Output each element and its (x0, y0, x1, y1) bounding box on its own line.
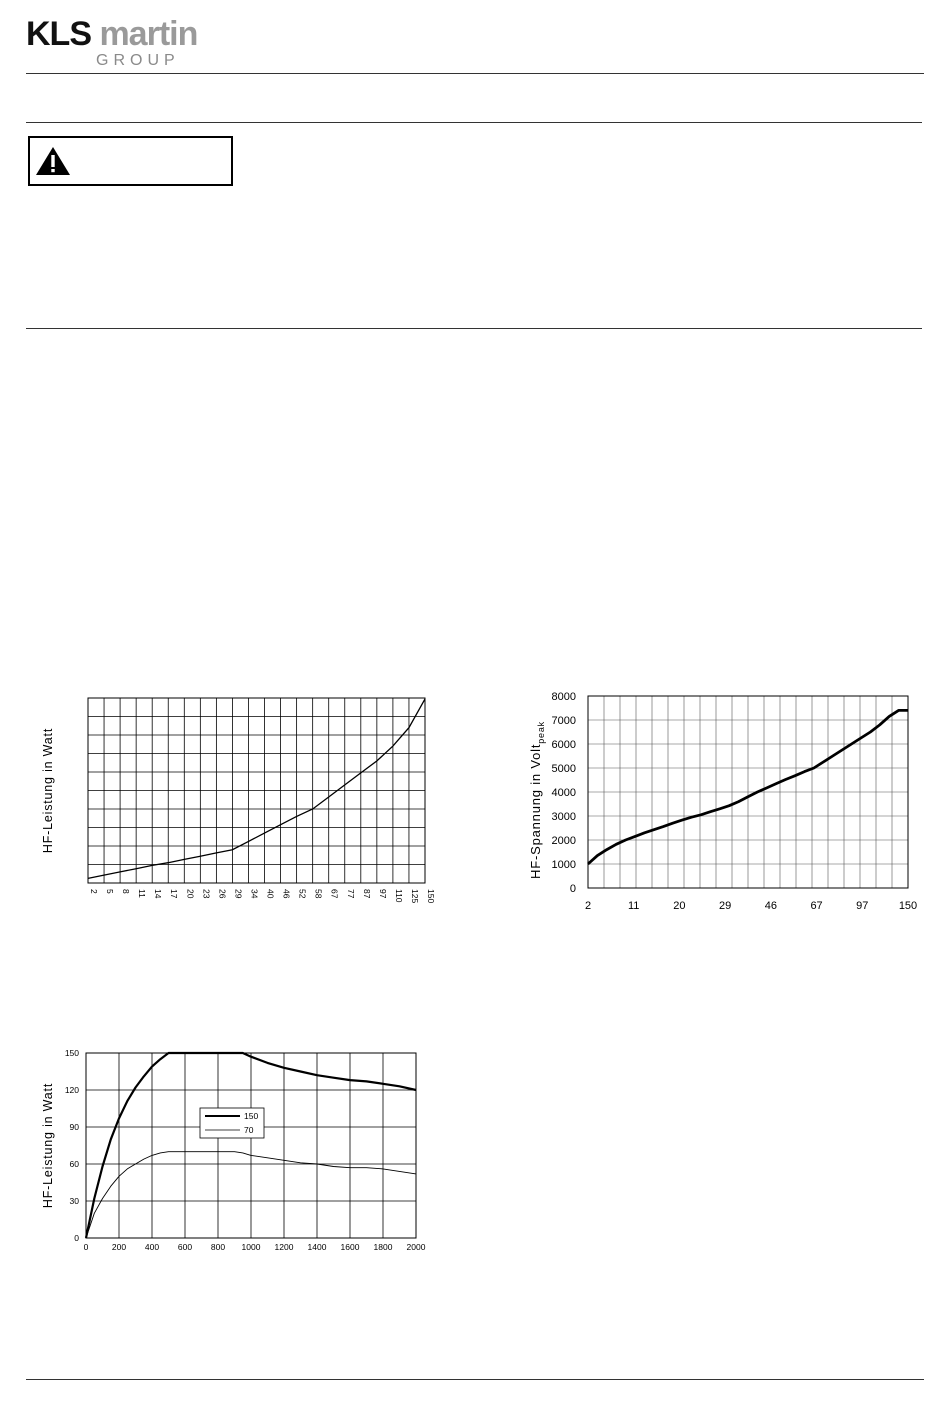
x-tick-label: 40 (265, 889, 276, 899)
y-tick-label: 150 (64, 1048, 79, 1058)
x-tick-label: 125 (409, 889, 420, 904)
y-tick-label: 8000 (551, 691, 576, 703)
x-tick-label: 2 (89, 889, 99, 894)
legend-label-70: 70 (244, 1125, 254, 1135)
x-tick-label: 11 (137, 889, 148, 898)
x-tick-label: 34 (249, 889, 260, 899)
x-tick-label: 17 (169, 889, 180, 899)
y-tick-label: 30 (69, 1196, 79, 1206)
warning-bottom-divider (26, 328, 922, 329)
x-tick-label: 23 (201, 889, 212, 899)
x-tick-label: 200 (111, 1242, 127, 1252)
x-tick-label: 52 (297, 889, 308, 899)
logo-group-text: GROUP (96, 52, 180, 69)
y-axis-label-subscript: peak (536, 721, 546, 744)
x-tick-label: 1600 (340, 1242, 360, 1252)
x-tick-label: 150 (426, 889, 436, 904)
x-tick-label: 0 (83, 1242, 89, 1252)
x-tick-label: 1000 (241, 1242, 261, 1252)
x-tick-label: 1200 (274, 1242, 294, 1252)
x-tick-label: 87 (361, 889, 372, 899)
voltage-vs-setting-chart (520, 680, 930, 930)
x-tick-label: 600 (177, 1242, 193, 1252)
power-vs-setting-chart (30, 680, 450, 920)
header-divider (26, 73, 924, 74)
y-axis-label: HF-Leistung in Watt (41, 1082, 55, 1209)
x-tick-label: 2000 (406, 1242, 426, 1252)
y-axis-label: HF-Leistung in Watt (41, 727, 55, 854)
warning-box (28, 136, 233, 186)
y-tick-label: 2000 (551, 835, 576, 847)
x-tick-label: 46 (764, 900, 777, 912)
y-tick-label: 4000 (551, 787, 576, 799)
x-tick-label: 29 (719, 900, 732, 912)
y-axis-label-main: HF-Spannung in Volt (528, 743, 543, 879)
x-tick-label: 5 (105, 889, 116, 894)
x-tick-label: 20 (185, 889, 196, 899)
y-tick-label: 90 (69, 1122, 79, 1132)
x-tick-label: 29 (233, 889, 244, 899)
x-tick-label: 800 (210, 1242, 226, 1252)
power-vs-load-chart (30, 1040, 450, 1270)
x-tick-label: 77 (345, 889, 356, 899)
y-axis-label (528, 721, 546, 879)
x-tick-label: 400 (144, 1242, 160, 1252)
x-tick-label: 46 (281, 889, 292, 899)
logo-martin-text: martin (99, 15, 198, 53)
x-tick-label: 26 (217, 889, 228, 899)
x-tick-label: 110 (393, 889, 404, 903)
y-tick-label: 5000 (551, 763, 576, 775)
y-tick-label: 0 (569, 883, 576, 895)
x-tick-label: 97 (377, 889, 388, 899)
x-tick-label: 2 (584, 900, 592, 912)
x-tick-label: 8 (121, 889, 132, 894)
logo-kls-text: KLS (26, 15, 91, 53)
legend-label-150: 150 (244, 1111, 259, 1121)
y-tick-label: 0 (74, 1233, 79, 1243)
y-tick-label: 6000 (551, 739, 576, 751)
x-tick-label: 67 (329, 889, 340, 899)
y-tick-label: 7000 (551, 715, 576, 727)
x-tick-label: 150 (898, 900, 918, 912)
warning-triangle-icon (35, 146, 71, 176)
x-tick-label: 11 (628, 900, 640, 912)
x-tick-label: 67 (810, 900, 823, 912)
x-tick-label: 1400 (307, 1242, 327, 1252)
y-tick-label: 60 (69, 1159, 79, 1169)
x-tick-label: 58 (313, 889, 324, 899)
warning-top-divider (26, 122, 922, 123)
x-tick-label: 1800 (373, 1242, 393, 1252)
y-tick-label: 120 (64, 1085, 79, 1095)
company-logo (26, 14, 198, 69)
y-tick-label: 1000 (551, 859, 576, 871)
y-tick-label: 3000 (551, 811, 576, 823)
x-tick-label: 20 (673, 900, 686, 912)
footer-divider (26, 1379, 924, 1380)
x-tick-label: 14 (153, 889, 164, 899)
x-tick-label: 97 (856, 900, 869, 912)
series-line (88, 699, 425, 879)
